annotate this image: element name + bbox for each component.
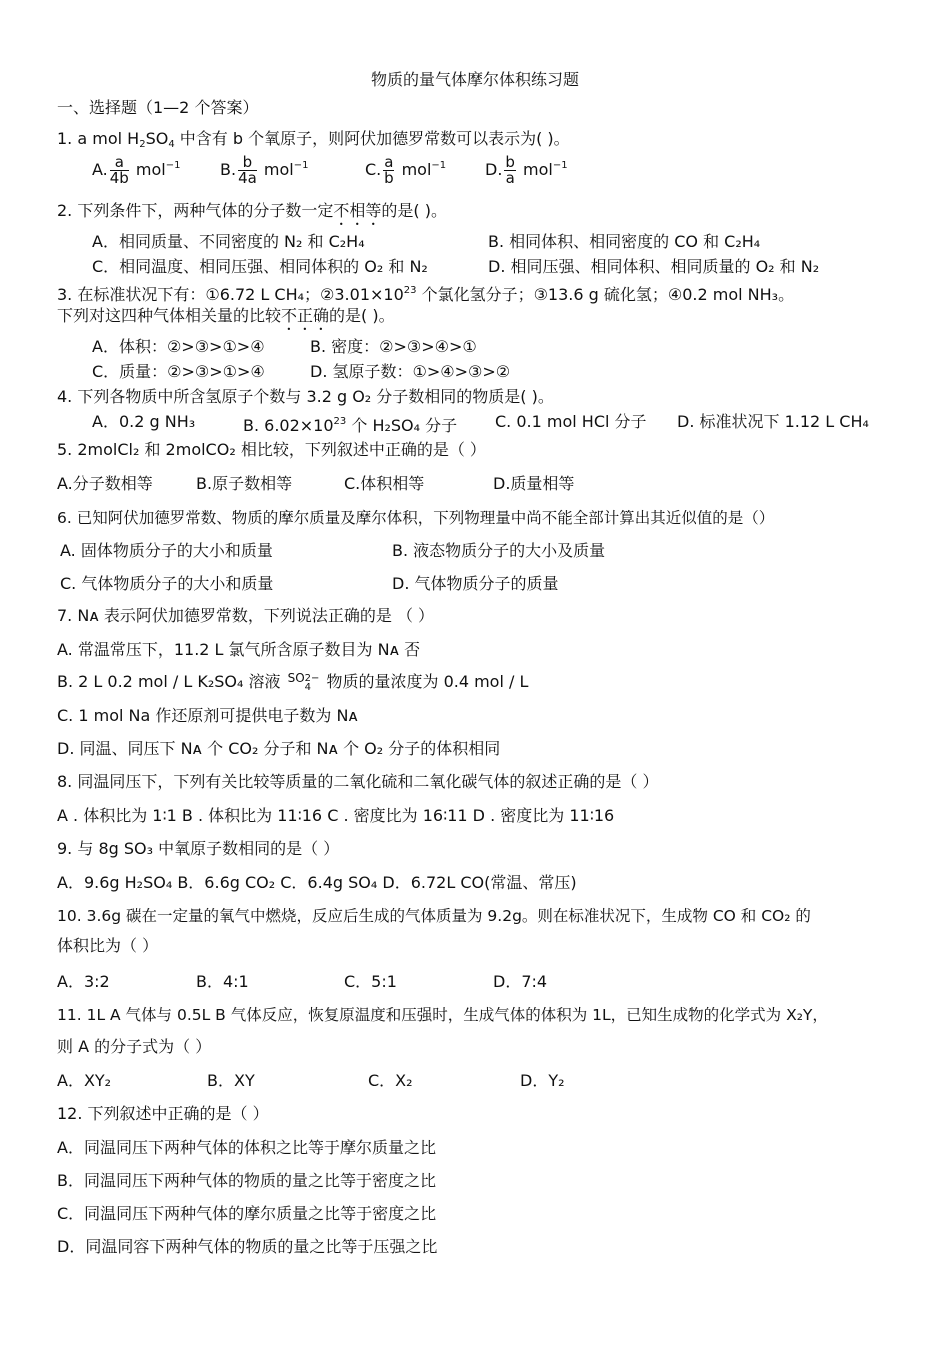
question-4-option-a: A．0.2 g NH₃ bbox=[92, 412, 196, 431]
question-1-stem: 1. a mol $H_2SO_4$ 中含有 b 个氧原子，则阿伏加德罗常数可以表示为( )。 bbox=[57, 129, 570, 150]
question-11-option-c: C．X₂ bbox=[368, 1071, 413, 1090]
question-7-option-d: D. 同温、同压下 Nᴀ 个 CO₂ 分子和 Nᴀ 个 O₂ 分子的体积相同 bbox=[57, 739, 501, 758]
question-2-option-b: B. 相同体积、相同密度的 CO 和 C₂H₄ bbox=[488, 232, 761, 251]
question-7-option-b: B. 2 L 0.2 mol / L K₂SO₄ 溶液 SO 2− 4 物质的量浓度为 0.4 mol / L bbox=[57, 670, 529, 693]
question-2-option-d: D. 相同压强、相同体积、相同质量的 O₂ 和 N₂ bbox=[488, 257, 820, 276]
question-5-option-c: C.体积相等 bbox=[344, 474, 425, 493]
question-12-option-d: D．同温同容下两种气体的物质的量之比等于压强之比 bbox=[57, 1237, 438, 1256]
question-11-stem-line2: 则 A 的分子式为（ ） bbox=[57, 1037, 212, 1056]
question-4-option-d: D. 标准状况下 1.12 L CH₄ bbox=[677, 412, 869, 431]
question-12-option-a: A．同温同压下两种气体的体积之比等于摩尔质量之比 bbox=[57, 1138, 436, 1157]
question-1-option-a: A. $\frac{a}{4b}$ mol$^{-1}$ bbox=[92, 153, 181, 187]
question-9-stem: 9. 与 8g SO₃ 中氧原子数相同的是（ ） bbox=[57, 839, 340, 858]
question-12-option-c: C．同温同压下两种气体的摩尔质量之比等于密度之比 bbox=[57, 1204, 437, 1223]
question-7-option-c: C. 1 mol Na 作还原剂可提供电子数为 Nᴀ bbox=[57, 706, 358, 725]
question-7-stem: 7. Nᴀ 表示阿伏加德罗常数，下列说法正确的是 （ ） bbox=[57, 606, 435, 625]
question-4-stem: 4. 下列各物质中所含氢原子个数与 3.2 g O₂ 分子数相同的物质是( )。 bbox=[57, 387, 554, 406]
question-7-option-a: A. 常温常压下，11.2 L 氯气所含原子数目为 Nᴀ 否 bbox=[57, 640, 421, 659]
question-11-option-b: B．XY bbox=[207, 1071, 255, 1090]
question-5-option-a: A.分子数相等 bbox=[57, 474, 153, 493]
question-3-option-a: A．体积：②>③>①>④ bbox=[92, 337, 265, 356]
question-4-option-b: B. $6.02\times 10^{23}$ 个 H₂SO₄ 分子 bbox=[243, 416, 458, 435]
question-10-option-b: B．4:1 bbox=[196, 972, 249, 991]
question-10-stem: 10. 3.6g 碳在一定量的氧气中燃烧，反应后生成的气体质量为 9.2g。则在标准状况下，生成物 CO 和 CO₂ 的 bbox=[57, 907, 811, 925]
question-3-option-b: B. 密度：②>③>④>① bbox=[310, 337, 477, 356]
question-5-option-b: B.原子数相等 bbox=[196, 474, 293, 493]
page-title: 物质的量气体摩尔体积练习题 bbox=[370, 70, 579, 89]
question-2-option-c: C．相同温度、相同压强、相同体积的 O₂ 和 N₂ bbox=[92, 257, 428, 276]
question-6-stem: 6. 已知阿伏加德罗常数、物质的摩尔质量及摩尔体积，下列物理量中尚不能全部计算出其近似值的是（） bbox=[57, 509, 775, 527]
question-11-option-a: A．XY₂ bbox=[57, 1071, 112, 1090]
question-3-option-c: C．质量：②>③>①>④ bbox=[92, 362, 265, 381]
question-6-option-c: C. 气体物质分子的大小和质量 bbox=[60, 574, 274, 593]
question-6-option-a: A. 固体物质分子的大小和质量 bbox=[60, 541, 273, 560]
question-11-stem: 11. 1L A 气体与 0.5L B 气体反应，恢复原温度和压强时，生成气体的体积为 1L，已知生成物的化学式为 X₂Y， bbox=[57, 1006, 828, 1024]
question-12-option-b: B．同温同压下两种气体的物质的量之比等于密度之比 bbox=[57, 1171, 436, 1190]
question-1-option-c: C. $\frac{a}{b}$ mol$^{-1}$ bbox=[365, 153, 447, 187]
question-1-option-d: D. $\frac{b}{a}$ mol$^{-1}$ bbox=[485, 153, 568, 187]
question-8-options: A . 体积比为 1∶1 B . 体积比为 11∶16 C . 密度比为 16∶11 D . 密度比为 11∶16 bbox=[57, 806, 615, 825]
question-2-stem: 2. 下列条件下，两种气体的分子数一定不相等的是( )。 bbox=[57, 201, 447, 220]
question-9-options: A．9.6g H₂SO₄ B．6.6g CO₂ C．6.4g SO₄ D．6.72L CO(常温、常压) bbox=[57, 873, 577, 892]
question-5-option-d: D.质量相等 bbox=[493, 474, 575, 493]
question-11-option-d: D．Y₂ bbox=[520, 1071, 565, 1090]
question-6-option-d: D. 气体物质分子的质量 bbox=[392, 574, 559, 593]
question-2-option-a: A．相同质量、不同密度的 N₂ 和 C₂H₄ bbox=[92, 232, 365, 251]
question-10-option-a: A．3:2 bbox=[57, 972, 110, 991]
question-3-stem-line2: 下列对这四种气体相关量的比较不正确的是( )。 bbox=[57, 306, 395, 325]
section-heading: 一、选择题（1—2 个答案） bbox=[57, 98, 259, 117]
question-6-option-b: B. 液态物质分子的大小及质量 bbox=[392, 541, 606, 560]
question-10-option-c: C．5:1 bbox=[344, 972, 397, 991]
question-10-option-d: D．7:4 bbox=[493, 972, 548, 991]
question-4-option-c: C. 0.1 mol HCl 分子 bbox=[495, 412, 647, 431]
question-3-stem: 3. 在标准状况下有：①6.72 L CH₄；$②3.01\times 10^{23}$ 个氯化氢分子；③13.6 g 硫化氢；④0.2 mol NH₃。 bbox=[57, 285, 795, 304]
question-5-stem: 5. 2molCl₂ 和 2molCO₂ 相比较，下列叙述中正确的是（ ） bbox=[57, 440, 486, 459]
question-3-option-d: D. 氢原子数：①>④>③>② bbox=[310, 362, 511, 381]
question-10-stem-line2: 体积比为（ ） bbox=[57, 936, 159, 955]
question-1-option-b: B. $\frac{b}{4a}$ mol$^{-1}$ bbox=[220, 153, 309, 187]
question-12-stem: 12. 下列叙述中正确的是（ ） bbox=[57, 1104, 269, 1123]
question-8-stem: 8. 同温同压下，下列有关比较等质量的二氧化硫和二氧化碳气体的叙述正确的是（ ） bbox=[57, 772, 659, 791]
